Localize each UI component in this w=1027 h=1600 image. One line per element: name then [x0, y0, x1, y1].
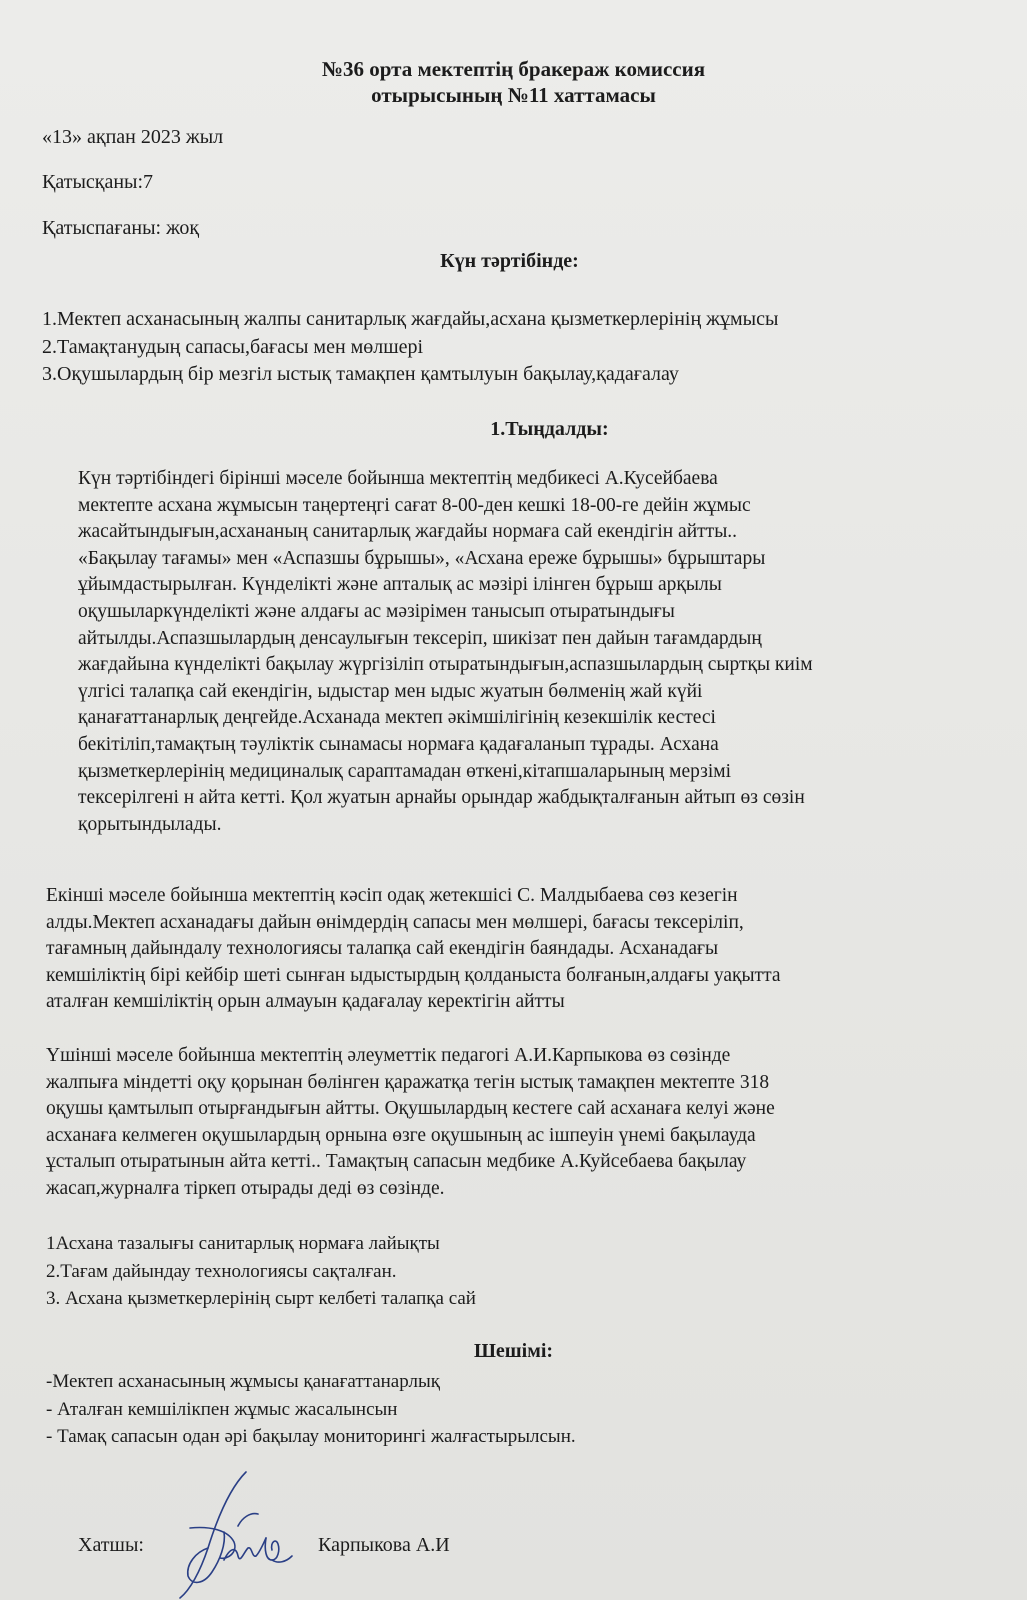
- decision-heading: Шешімі:: [473, 1340, 554, 1362]
- agenda-item: 1.Мектеп асханасының жалпы санитарлық жағдайы,асхана қызметкерлерінің жұмысы: [42, 308, 779, 330]
- document-title-line-2: отырысының №11 хаттамасы: [371, 83, 656, 107]
- attendees-absent: Қатыспағаны: жоқ: [42, 217, 200, 239]
- meeting-date: «13» ақпан 2023 жыл: [42, 126, 224, 148]
- decision-item: - Аталған кемшілікпен жұмыс жасалынсын: [46, 1398, 398, 1420]
- heard-paragraph-1: Күн тәртібіндегі бірінші мәселе бойынша мектептің медбикесі А.Кусейбаева мектепте асхана жұмысын таңертеңгі сағат 8-00-ден кешкі 18-00-ге дейін жұмыс жасайтындығын,асхананың санитарлық жағдайы нормаға сай екендігін айтты.. «Бақылау тағамы» мен «Аспазшы бұрышы», «Асхана ереже бұрышы» бұрыштары ұйымдастырылған. Күнделікті және апталық ас мәзірі ілінген бұрыш арқылы оқушыларкүнделікті және алдағы ас мәзірімен танысып отыратындығы айтылды.Аспазшылардың денсаулығын тексеріп, шикізат пен дайын тағамдардың жағдайына күнделікті бақылау жүргізіліп отыратындығын,аспазшылардың сыртқы киім үлгісі талапқа сай екендігін, ыдыстар мен ыдыс жуатын бөлменің жай күйі қанағаттанарлық деңгейде.Асханада мектеп әкімшілігінің кезекшілік кестесі бекітіліп,тамақтың тәуліктік сынамасы нормаға қадағаланып тұрады. Асхана қызметкерлерінің медициналық сараптамадан өткені,кітапшаларының мерзімі тексерілгені н айта кетті. Қол жуатын арнайы орындар жабдықталғанын айтып өз сөзін қорытындылады.: [78, 468, 813, 835]
- secretary-label: Хатшы:: [78, 1534, 144, 1556]
- decision-list: [46, 1368, 576, 1451]
- decision-item: - Тамақ сапасын одан әрі бақылау мониторингі жалғастырылсын.: [46, 1426, 576, 1447]
- agenda-heading: Күн тәртібінде:: [440, 250, 579, 272]
- agenda-item: 2.Тамақтанудың сапасы,бағасы мен мөлшері: [42, 335, 424, 358]
- finding-item: 3. Асхана қызметкерлерінің сырт келбеті талапқа сай: [46, 1288, 476, 1309]
- document-title-line-1: №36 орта мектептің бракераж комиссия: [321, 57, 706, 81]
- attendees-present: Қатысқаны:7: [42, 171, 154, 193]
- finding-item: 1Асхана тазалығы санитарлық нормаға лайықты: [46, 1233, 440, 1254]
- heard-paragraph-2: Екінші мәселе бойынша мектептің кәсіп одақ жетекшісі С. Малдыбаева сөз кезегін алды.Мектеп асханадағы дайын өнімдердің сапасы мен мөлшері, бағасы тексеріліп, тағамның дайындалу технологиясы талапқа сай екендігін баяндады. Асханадағы кемшіліктің бірі кейбір шеті сынған ыдыстырдың қолданыста болғанын,алдағы уақытта аталған кемшіліктің орын алмауын қадағалау керектігін айтты: [46, 885, 781, 1013]
- findings-list: [46, 1230, 476, 1313]
- secretary-name: Карпыкова А.И: [318, 1534, 450, 1556]
- decision-item: -Мектеп асханасының жұмысы қанағаттанарлық: [46, 1371, 440, 1392]
- heard-paragraph-3: Үшінші мәселе бойынша мектептің әлеуметтік педагогі А.И.Карпыкова өз сөзінде жалпыға міндетті оқу қорынан бөлінген қаражатқа тегін ыстық тамақпен мектепте 318 оқушы қамтылып отырғандығын айтты. Оқушылардың кестеге сай асханаға келуі және асханаға келмеген оқушылардың орнына өзге оқушының ас ішпеуін үнемі бақылауда ұсталып отыратынын айта кетті.. Тамақтың сапасын медбике А.Куйсебаева бақылау жасап,журналға тіркеп отырады деді өз сөзінде.: [46, 1045, 775, 1199]
- agenda-item: 3.Оқушылардың бір мезгіл ыстық тамақпен қамтылуын бақылау,қадағалау: [42, 363, 679, 385]
- agenda-list: [42, 306, 778, 389]
- handwritten-signature: [168, 1468, 298, 1600]
- finding-item: 2.Тағам дайындау технологиясы сақталған.: [46, 1260, 397, 1282]
- heard-heading: 1.Тыңдалды:: [490, 418, 609, 440]
